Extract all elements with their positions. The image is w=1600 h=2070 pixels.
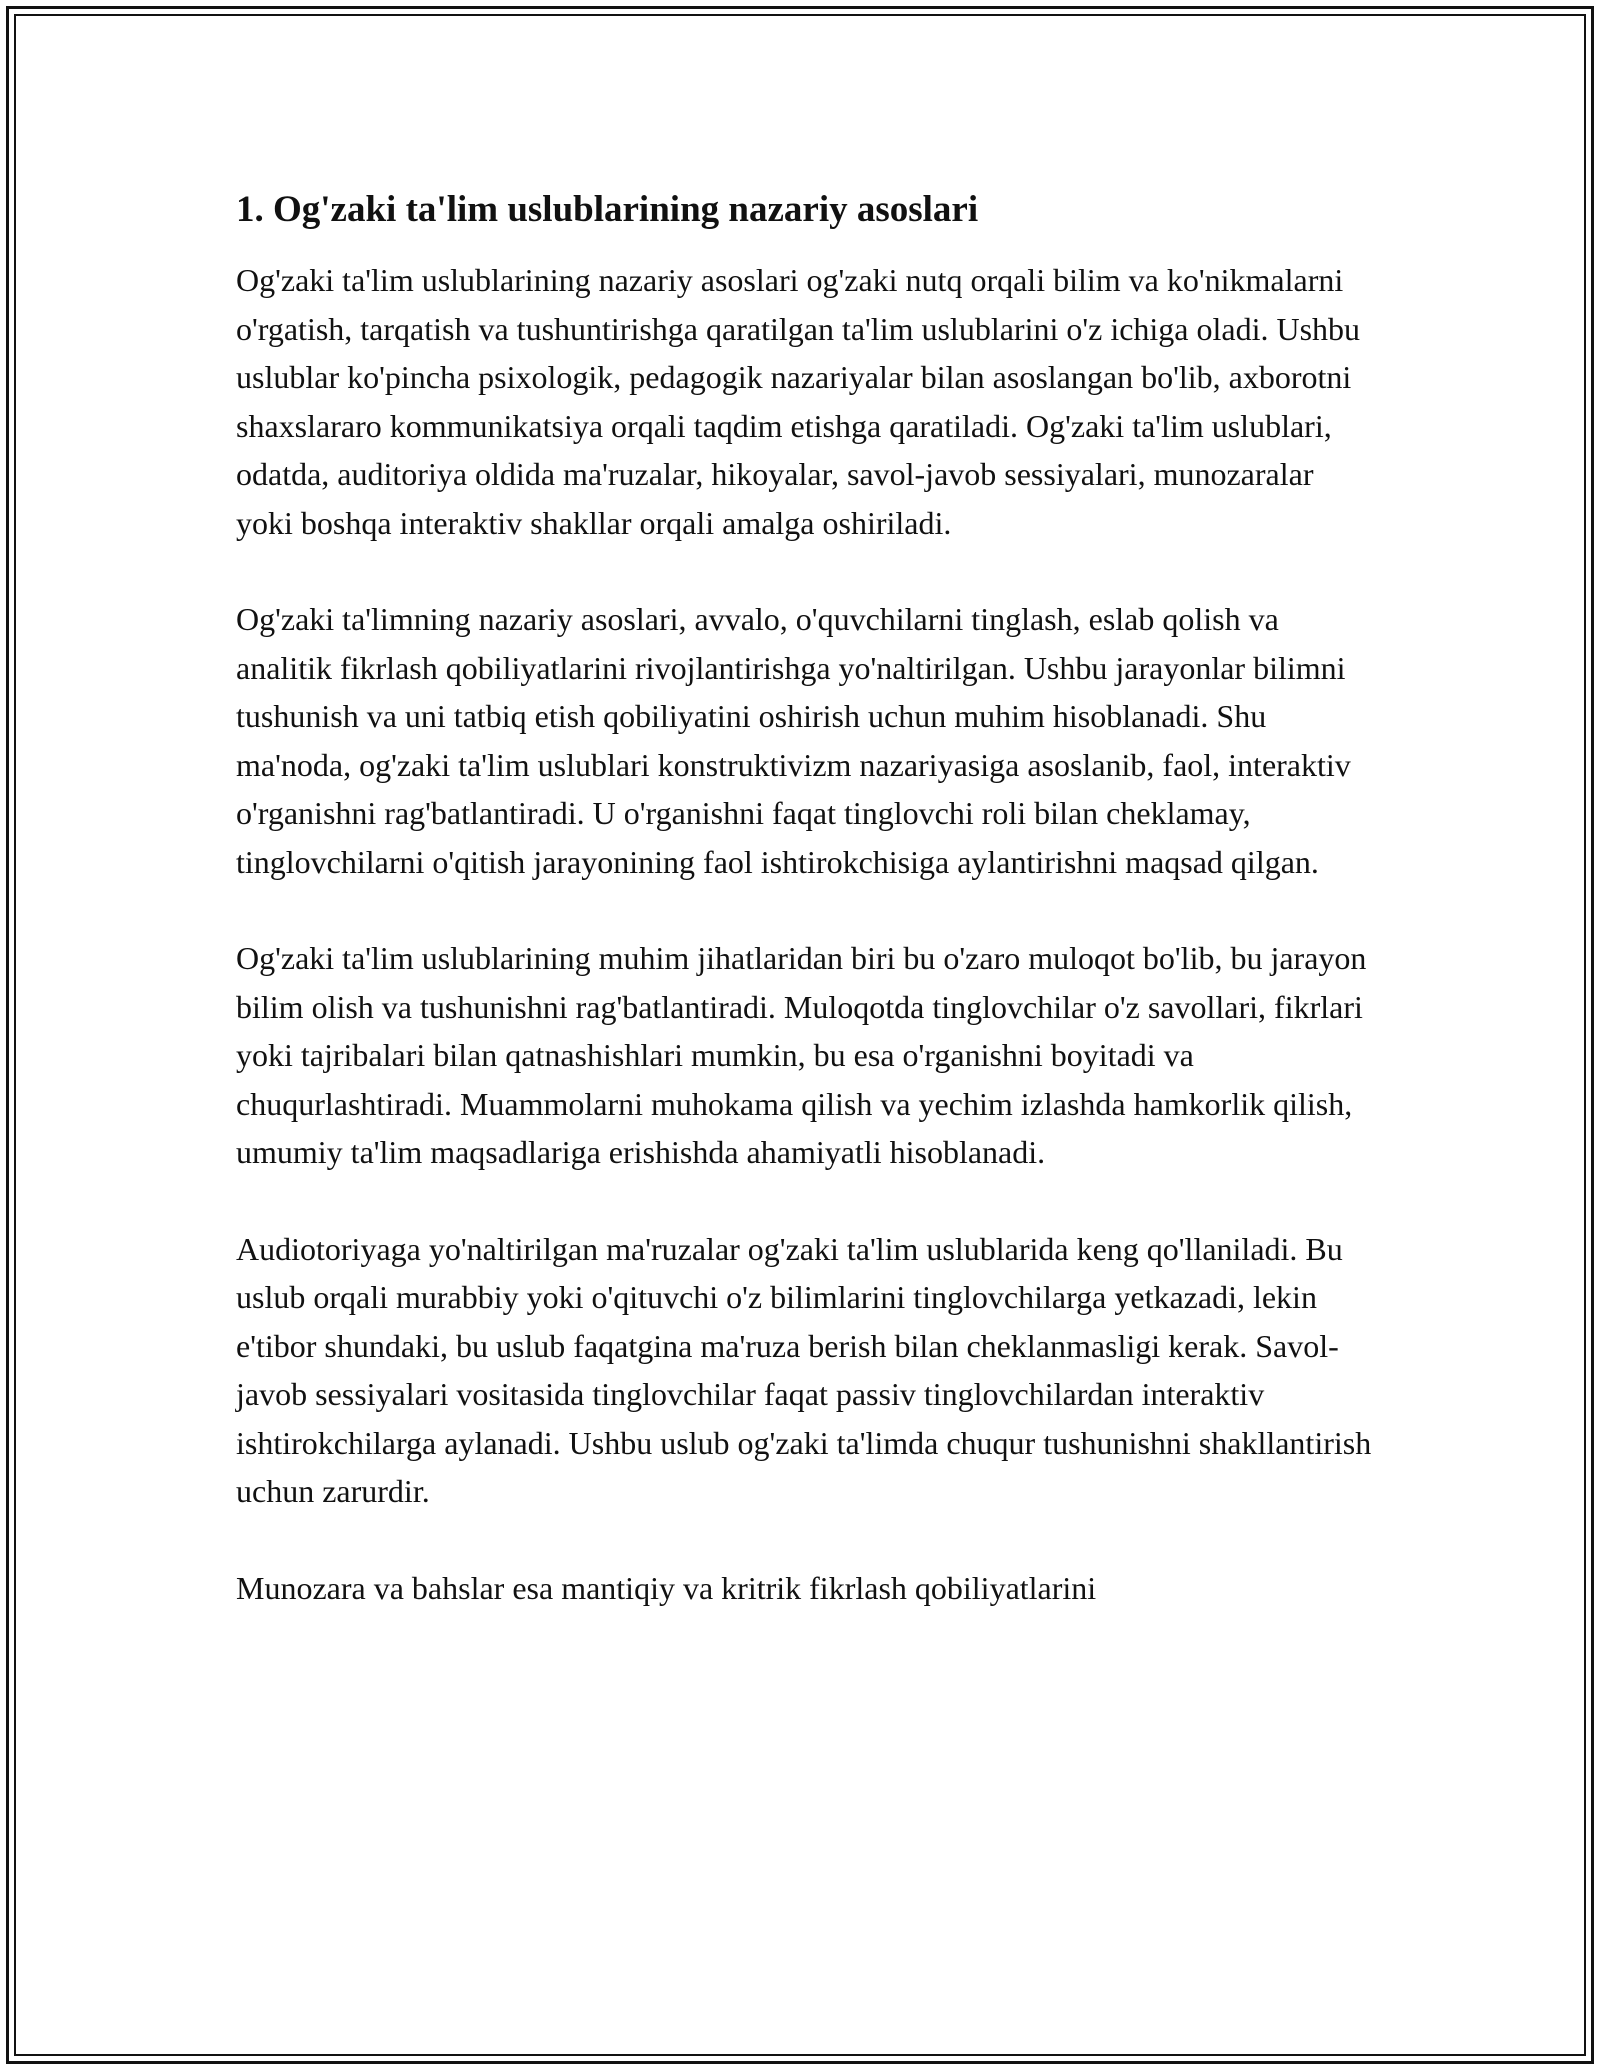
paragraph-1: Og'zaki ta'lim uslublarining nazariy asoslari og'zaki nutq orqali bilim va ko'nikmalarni o'rgatish, tarqatish va tushuntirishga qaratilgan ta'lim uslublarini o'z ichiga oladi. Ushbu uslublar ko'pincha psixologik, pedagogik nazariyalar bilan asoslangan bo'lib, axborotni shaxslararo kommunikatsiya orqali taqdim etishga qaratiladi. Og'zaki ta'lim uslublari, odatda, auditoriya oldida ma'ruzalar, hikoyalar, savol-javob sessiyalari, munozaralar yoki boshqa interaktiv shakllar orqali amalga oshiriladi.	[236, 262, 1361, 541]
paragraph-4: Audiotoriyaga yo'naltirilgan ma'ruzalar og'zaki ta'lim uslublarida keng qo'llaniladi. Bu uslub orqali murabbiy yoki o'qituvchi o'z bilimlarini tinglovchilarga yetkazadi, lekin e'tibor shundaki, bu uslub faqatgina ma'ruza berish bilan cheklanmasligi kerak. Savol-javob sessiyalari vositasida tinglovchilar faqat passiv tinglovchilardan interaktiv ishtirokchilarga aylanadi. Ushbu uslub og'zaki ta'limda chuqur tushunishni shakllantirish uchun zarurdir.	[236, 1230, 1372, 1509]
paragraph-3: Og'zaki ta'lim uslublarining muhim jihatlaridan biri bu o'zaro muloqot bo'lib, bu jarayon bilim olish va tushunishni rag'batlantiradi. Muloqotda tinglovchilar o'z savollari, fikrlari yoki tajribalari bilan qatnashishlari mumkin, bu esa o'rganishni boyitadi va chuqurlashtiradi. Muammolarni muhokama qilish va yechim izlashda hamkorlik qilish, umumiy ta'lim maqsadlariga erishishda ahamiyatli hisoblanadi.	[236, 940, 1367, 1170]
paragraph-5: Munozara va bahslar esa mantiqiy va kritrik fikrlash qobiliyatlarini	[236, 1569, 1097, 1606]
paragraph-2: Og'zaki ta'limning nazariy asoslari, avvalo, o'quvchilarni tinglash, eslab qolish va analitik fikrlash qobiliyatlarini rivojlantirishga yo'naltirilgan. Ushbu jarayonlar bilimni tushunish va uni tatbiq etish qobiliyatini oshirish uchun muhim hisoblanadi. Shu ma'noda, og'zaki ta'lim uslublari konstruktivizm nazariyasiga asoslanib, faol, interaktiv o'rganishni rag'batlantiradi. U o'rganishni faqat tinglovchi roli bilan cheklamay, tinglovchilarni o'qitish jarayonining faol ishtirokchisiga aylantirishni maqsad qilgan.	[236, 601, 1351, 880]
section-heading: 1. Og'zaki ta'lim uslublarining nazariy asoslari	[236, 189, 979, 230]
document-body	[236, 186, 1376, 1660]
